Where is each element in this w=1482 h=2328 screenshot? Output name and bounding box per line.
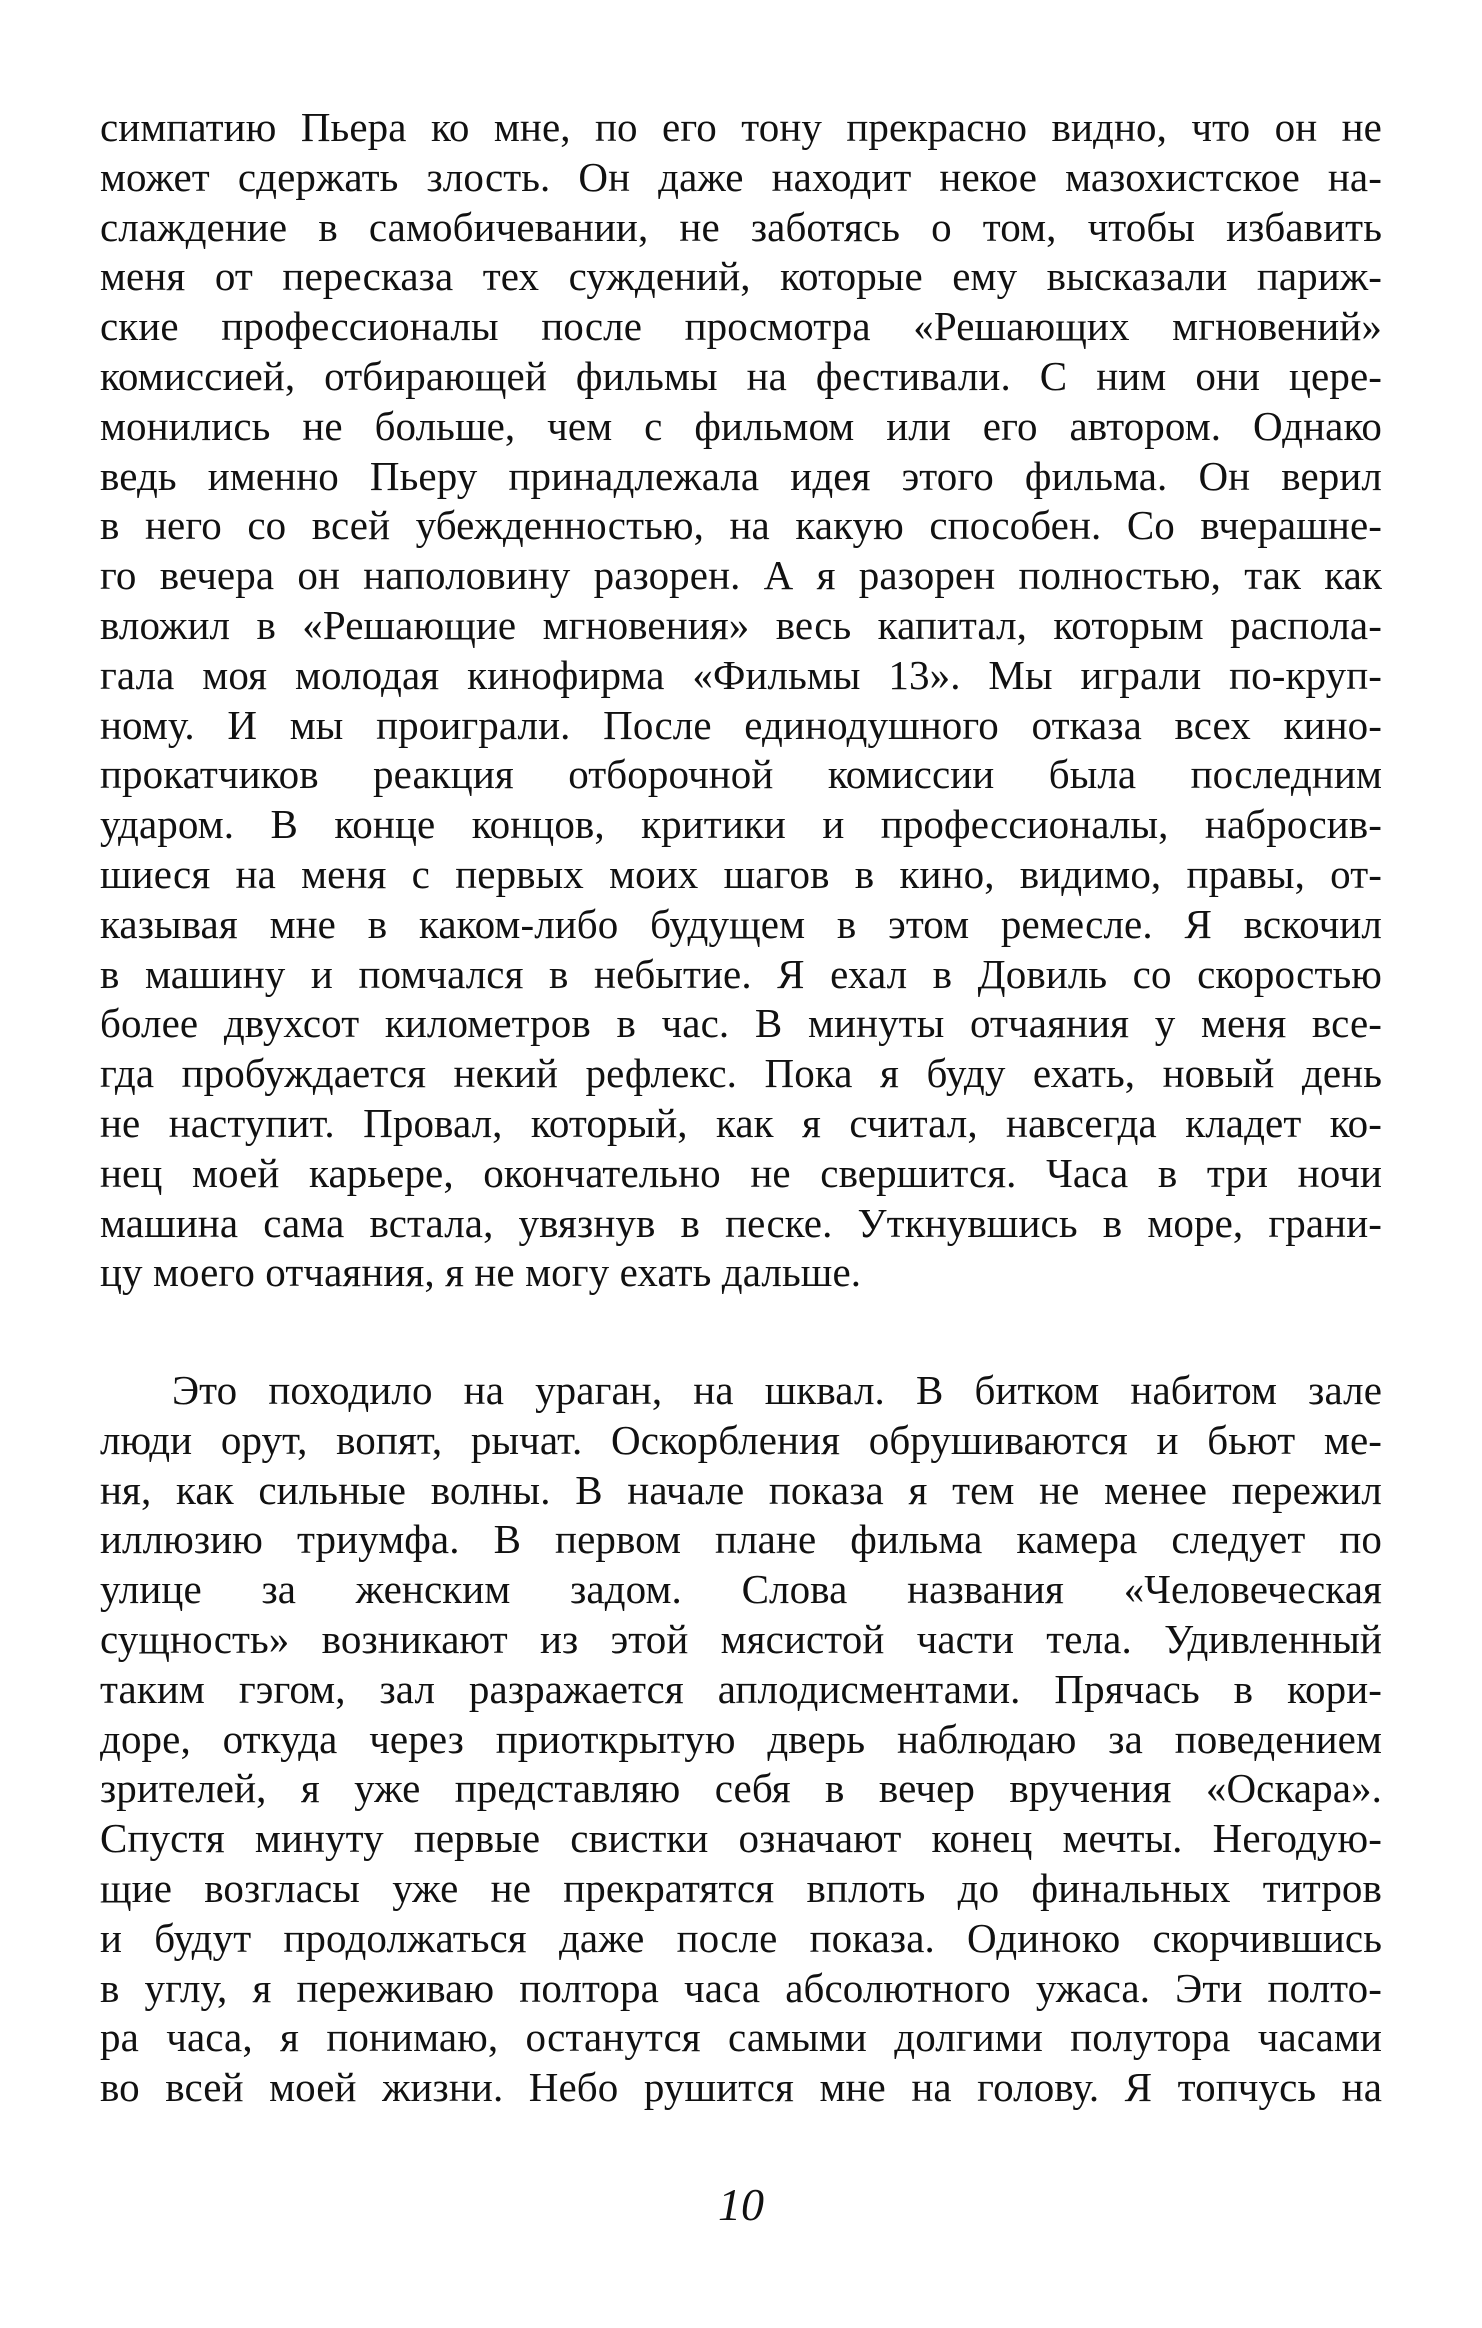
paragraph-2-line-5: улице за женским задом. Слова названия «Человеческая (100, 1566, 1382, 1613)
paragraph-1-line-22: нец моей карьере, окончательно не свершится. Часа в три ночи (100, 1149, 1382, 1196)
paragraph-2-line-4: иллюзию триумфа. В первом плане фильма камера следует по (100, 1516, 1382, 1563)
paragraph-2-line-10: Спустя минуту первые свистки означают конец мечты. Негодую- (100, 1815, 1382, 1862)
paragraph-2-line-11: щие возгласы уже не прекратятся вплоть до финальных титров (100, 1864, 1382, 1911)
paragraph-2-line-2: люди орут, вопят, рычат. Оскорбления обрушиваются и бьют ме- (100, 1416, 1382, 1463)
paragraph-1-line-13: ному. И мы проиграли. После единодушного отказа всех кино- (100, 701, 1382, 748)
paragraph-2-line-13: в углу, я переживаю полтора часа абсолютного ужаса. Эти полто- (100, 1964, 1382, 2011)
paragraph-1-line-10: го вечера он наполовину разорен. А я разорен полностью, так как (100, 552, 1382, 599)
paragraph-1-line-16: шиеся на меня с первых моих шагов в кино, видимо, правы, от- (100, 850, 1382, 897)
page-number: 10 (718, 2179, 764, 2230)
paragraph-1-line-18: в машину и помчался в небытие. Я ехал в Довиль со скоростью (100, 950, 1382, 997)
paragraph-1-line-24: цу моего отчаяния, я не могу ехать дальше. (100, 1249, 862, 1296)
paragraph-1-line-17: казывая мне в каком-либо будущем в этом ремесле. Я вскочил (100, 900, 1382, 947)
paragraph-1-line-4: меня от пересказа тех суждений, которые ему высказали париж- (100, 253, 1382, 300)
paragraph-1-line-15: ударом. В конце концов, критики и профессионалы, набросив- (100, 801, 1382, 848)
paragraph-2 (100, 1366, 1382, 2113)
paragraph-2-line-3: ня, как сильные волны. В начале показа я тем не менее пережил (100, 1466, 1382, 1513)
paragraph-2-line-14: ра часа, я понимаю, останутся самыми долгими полутора часами (100, 2014, 1382, 2061)
paragraph-1-line-14: прокатчиков реакция отборочной комиссии была последним (100, 751, 1382, 798)
paragraph-2-line-8: доре, откуда через приоткрытую дверь наблюдаю за поведением (100, 1715, 1382, 1762)
paragraph-2-line-12: и будут продолжаться даже после показа. Одиноко скорчившись (100, 1914, 1382, 1961)
paragraph-1-line-2: может сдержать злость. Он даже находит некое мазохистское на- (100, 153, 1382, 200)
paragraph-1-line-3: слаждение в самобичевании, не заботясь о том, чтобы избавить (100, 203, 1382, 250)
paragraph-1-line-1: симпатию Пьера ко мне, по его тону прекрасно видно, что он не (100, 104, 1382, 150)
paragraph-2-line-1: Это походило на ураган, на шквал. В битком набитом зале (172, 1367, 1382, 1413)
paragraph-1-line-20: гда пробуждается некий рефлекс. Пока я буду ехать, новый день (100, 1050, 1382, 1097)
paragraph-1-line-21: не наступит. Провал, который, как я считал, навсегда кладет ко- (100, 1099, 1382, 1146)
paragraph-2-line-9: зрителей, я уже представляю себя в вечер вручения «Оскара». (100, 1765, 1382, 1812)
paragraph-1-line-6: комиссией, отбирающей фильмы на фестивали. С ним они цере- (100, 352, 1382, 399)
paragraph-2-line-6: сущность» возникают из этой мясистой части тела. Удивленный (100, 1615, 1382, 1662)
paragraph-1-line-7: монились не больше, чем с фильмом или его автором. Однако (100, 402, 1382, 449)
paragraph-1-line-19: более двухсот километров в час. В минуты отчаяния у меня все- (100, 1000, 1382, 1047)
paragraph-1-line-11: вложил в «Решающие мгновения» весь капитал, которым распола- (100, 601, 1382, 648)
paragraph-1-line-8: ведь именно Пьеру принадлежала идея этого фильма. Он верил (100, 452, 1382, 499)
paragraph-1-line-5: ские профессионалы после просмотра «Решающих мгновений» (100, 303, 1382, 350)
paragraph-1-line-9: в него со всей убежденностью, на какую способен. Со вчерашне- (100, 502, 1382, 549)
paragraph-1 (100, 103, 1382, 1298)
paragraph-1-line-23: машина сама встала, увязнув в песке. Уткнувшись в море, грани- (100, 1199, 1382, 1246)
paragraph-1-line-12: гала моя молодая кинофирма «Фильмы 13». Мы играли по-круп- (100, 651, 1382, 698)
paragraph-2-line-7: таким гэгом, зал разражается аплодисментами. Прячась в кори- (100, 1665, 1382, 1712)
paragraph-2-line-15: во всей моей жизни. Небо рушится мне на голову. Я топчусь на (100, 2064, 1382, 2111)
